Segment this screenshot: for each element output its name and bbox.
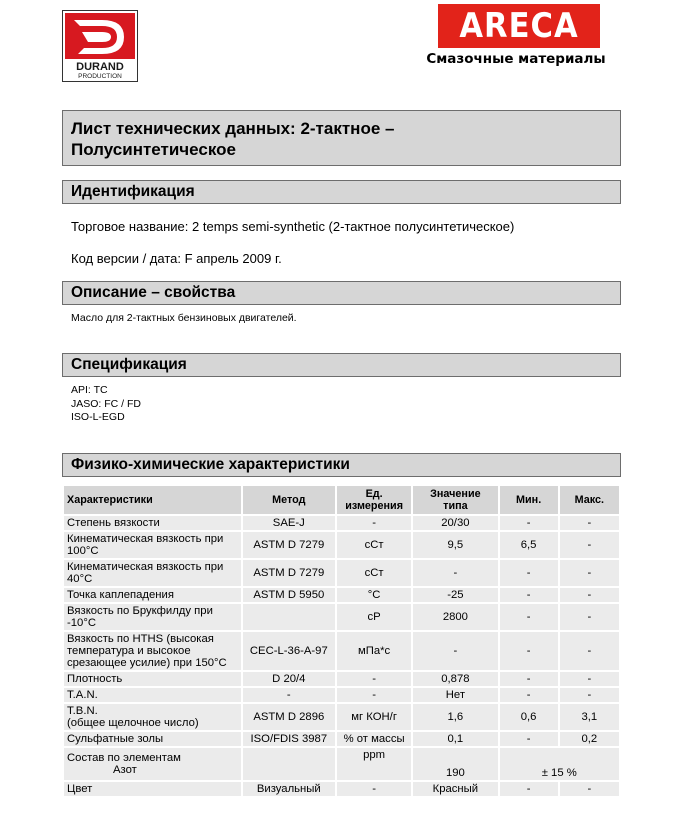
properties-table: [62, 484, 621, 798]
cell-typical-value: 1,6: [413, 704, 497, 730]
cell-min: -: [500, 782, 558, 796]
cell-min: -: [500, 732, 558, 746]
cell-unit: -: [337, 672, 411, 686]
cell-unit: % от массы: [337, 732, 411, 746]
cell-max: -: [560, 532, 619, 558]
durand-word: DURAND: [76, 61, 124, 73]
section-heading-identification: Идентификация: [62, 180, 621, 204]
cell-min: 0,6: [500, 704, 558, 730]
durand-subword: PRODUCTION: [78, 73, 122, 80]
table-row: [64, 604, 619, 630]
table-row: [64, 588, 619, 602]
areca-tagline: Смазочные материалы: [426, 51, 606, 67]
cell-characteristic: Степень вязкости: [64, 516, 241, 530]
header-characteristic: Характеристики: [64, 486, 241, 514]
cell-characteristic: Кинематическая вязкость при 100°C: [64, 532, 241, 558]
cell-method: ASTM D 5950: [243, 588, 335, 602]
specification-list: [71, 384, 141, 425]
cell-method: [243, 604, 335, 630]
cell-characteristic: Вязкость по Брукфилду при -10°C: [64, 604, 241, 630]
cell-method: -: [243, 688, 335, 702]
version-date: Код версии / дата: F апрель 2009 г.: [71, 251, 282, 266]
trade-name: Торговое название: 2 temps semi-synthetic (2-тактное полусинтетическое): [71, 219, 515, 234]
cell-max: -: [560, 632, 619, 670]
cell-max: -: [560, 604, 619, 630]
cell-method: D 20/4: [243, 672, 335, 686]
cell-method: [243, 748, 335, 780]
durand-production-logo: [62, 10, 138, 82]
cell-characteristic: [64, 748, 241, 780]
table-row-composition: [64, 748, 619, 780]
cell-characteristic: Плотность: [64, 672, 241, 686]
cell-min: -: [500, 560, 558, 586]
cell-min: -: [500, 688, 558, 702]
cell-typical-value: 0,878: [413, 672, 497, 686]
cell-typical-value: 9,5: [413, 532, 497, 558]
cell-unit: мПа*с: [337, 632, 411, 670]
composition-sublabel: Азот: [113, 764, 137, 776]
cell-max: -: [560, 560, 619, 586]
cell-unit: ppm: [337, 748, 411, 780]
cell-typical-value: -25: [413, 588, 497, 602]
cell-typical-value: 190: [413, 748, 497, 780]
cell-unit: °C: [337, 588, 411, 602]
cell-unit: -: [337, 688, 411, 702]
cell-min: -: [500, 632, 558, 670]
cell-unit: cP: [337, 604, 411, 630]
header-min: Мин.: [500, 486, 558, 514]
cell-typical-value: -: [413, 560, 497, 586]
cell-unit: мг КОН/г: [337, 704, 411, 730]
cell-characteristic: T.A.N.: [64, 688, 241, 702]
header-typical-value: Значение типа: [413, 486, 497, 514]
cell-max: -: [560, 516, 619, 530]
section-heading-physchem: Физико-химические характеристики: [62, 453, 621, 477]
cell-typical-value: 2800: [413, 604, 497, 630]
table-row: [64, 704, 619, 730]
composition-label: Состав по элементам: [67, 752, 181, 764]
cell-max: 0,2: [560, 732, 619, 746]
cell-method: ASTM D 2896: [243, 704, 335, 730]
cell-method: Визуальный: [243, 782, 335, 796]
cell-unit: -: [337, 516, 411, 530]
spec-item: API: TC: [71, 384, 108, 396]
areca-logo: [418, 4, 614, 67]
header-max: Макс.: [560, 486, 619, 514]
cell-characteristic: Точка каплепадения: [64, 588, 241, 602]
table-row: [64, 532, 619, 558]
areca-wordmark: ARECA: [459, 6, 579, 46]
cell-typical-value: 20/30: [413, 516, 497, 530]
table-header-row: [64, 486, 619, 514]
cell-characteristic: Вязкость по HTHS (высокая температура и высокое срезающее усилие) при 150°C: [64, 632, 241, 670]
header-unit: Ед. измерения: [337, 486, 411, 514]
cell-method: ASTM D 7279: [243, 560, 335, 586]
areca-logo-box: [438, 4, 600, 48]
description-line: Масло для 2-тактных бензиновых двигателей.: [71, 312, 297, 324]
spec-item: ISO-L-EGD: [71, 411, 125, 423]
table-row: [64, 732, 619, 746]
table-row: [64, 688, 619, 702]
cell-max: 3,1: [560, 704, 619, 730]
section-heading-specification: Спецификация: [62, 353, 621, 377]
cell-min: -: [500, 672, 558, 686]
cell-characteristic: Кинематическая вязкость при 40°C: [64, 560, 241, 586]
cell-method: ISO/FDIS 3987: [243, 732, 335, 746]
cell-typical-value: -: [413, 632, 497, 670]
table-row: [64, 782, 619, 796]
cell-unit: -: [337, 782, 411, 796]
table-row: [64, 516, 619, 530]
cell-typical-value: Красный: [413, 782, 497, 796]
cell-min: -: [500, 516, 558, 530]
cell-typical-value: Нет: [413, 688, 497, 702]
cell-max: -: [560, 588, 619, 602]
cell-min: -: [500, 588, 558, 602]
cell-typical-value: 0,1: [413, 732, 497, 746]
cell-min: 6,5: [500, 532, 558, 558]
cell-method: CEC-L-36-A-97: [243, 632, 335, 670]
cell-unit: сСт: [337, 560, 411, 586]
table-row: [64, 560, 619, 586]
cell-method: SAE-J: [243, 516, 335, 530]
table-row: [64, 632, 619, 670]
cell-unit: сСт: [337, 532, 411, 558]
cell-min: -: [500, 604, 558, 630]
cell-max: -: [560, 672, 619, 686]
cell-max: -: [560, 782, 619, 796]
cell-characteristic: Сульфатные золы: [64, 732, 241, 746]
table-row: [64, 672, 619, 686]
cell-method: ASTM D 7279: [243, 532, 335, 558]
spec-item: JASO: FC / FD: [71, 397, 142, 410]
section-heading-description: Описание – свойства: [62, 281, 621, 305]
cell-characteristic: Цвет: [64, 782, 241, 796]
cell-max: -: [560, 688, 619, 702]
cell-characteristic: T.B.N. (общее щелочное число): [64, 704, 241, 730]
document-title: Лист технических данных: 2-тактное – Полусинтетическое: [62, 110, 621, 166]
header-method: Метод: [243, 486, 335, 514]
description-text: [71, 312, 297, 326]
cell-tolerance: ± 15 %: [500, 748, 619, 780]
